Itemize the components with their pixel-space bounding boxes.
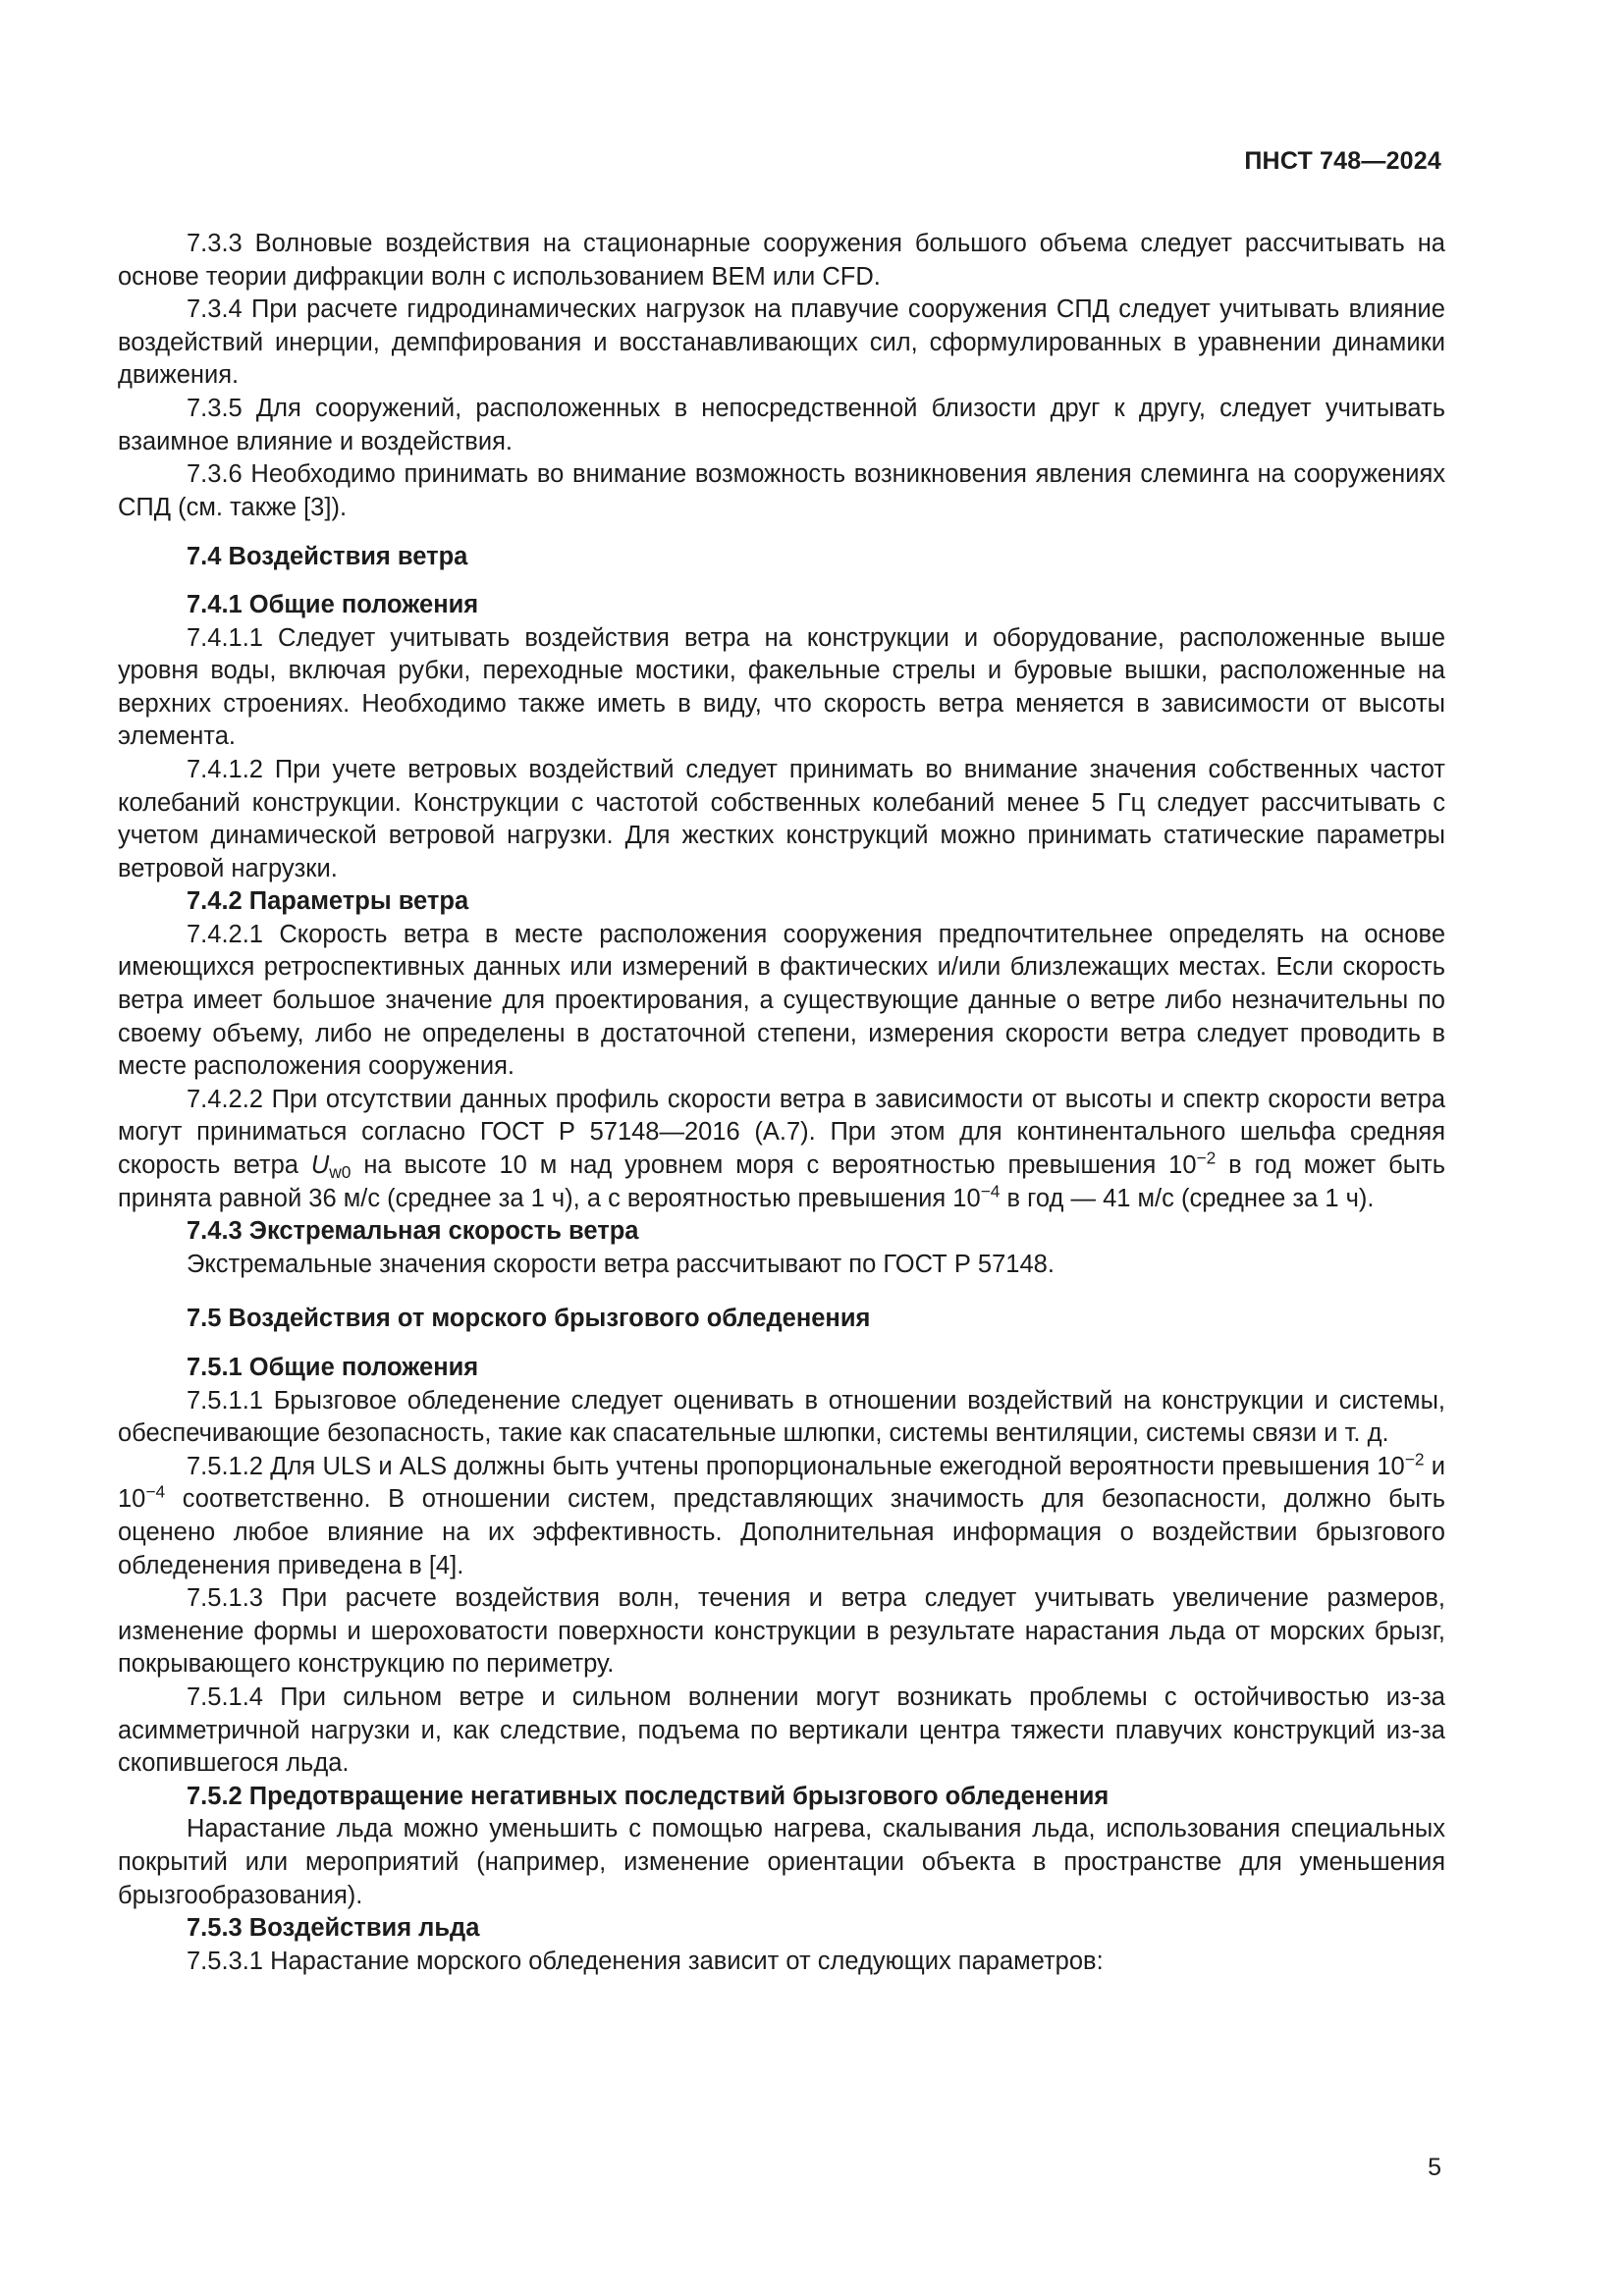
paragraph-7-4-2-2: [118, 1084, 1445, 1215]
section-heading-7-4: 7.4 Воздействия ветра: [187, 543, 468, 571]
paragraph-7-5-1-4: 7.5.1.4 При сильном ветре и сильном волнении могут возникать проблемы с остойчивостью из-за асимметричной нагрузки и, как следствие, подъема по вертикали центра тяжести плавучих конструкций из-за скопившегося льда.: [118, 1682, 1445, 1778]
text-run: соответственно. В отношении систем, представляющих значимость для безопасности, должно быть оценено любое влияние на их эффективность. Дополнительная информация о воздействии брызгового обледенения приведена в [4].: [118, 1485, 1445, 1579]
subsection-heading-7-5-1: 7.5.1 Общие положения: [187, 1354, 479, 1381]
text-run: 7.5.1.2 Для ULS и ALS должны быть учтены пропорциональные ежегодной вероятности превышения 10: [187, 1452, 1405, 1480]
subsection-heading-7-4-3: 7.4.3 Экстремальная скорость ветра: [187, 1217, 639, 1246]
exponent: −4: [980, 1181, 1001, 1201]
text-run: и 10: [118, 1452, 1445, 1514]
text-run: в год может быть принята равной 36 м/с (среднее за 1 ч), а с вероятностью превышения 10: [118, 1151, 1446, 1212]
section-heading-7-5: 7.5 Воздействия от морского брызгового обледенения: [187, 1305, 871, 1333]
exponent: −2: [1404, 1449, 1425, 1469]
subsection-heading-7-5-3: 7.5.3 Воздействия льда: [187, 1914, 480, 1943]
subsection-heading-7-4-1: 7.4.1 Общие положения: [187, 590, 479, 618]
paragraph-7-4-2-1: 7.4.2.1 Скорость ветра в месте расположения сооружения предпочтительнее определять на основе имеющихся ретроспективных данных или измерений в фактических и/или близлежащих местах. Если скорость ветра имеет большое значение для проектирования, а существующие данные о ветре либо незначительны по своему объему, либо не определены в достаточной степени, измерения скорости ветра следует проводить в месте расположения сооружения.: [118, 920, 1445, 1081]
paragraph-7-5-1-1: 7.5.1.1 Брызговое обледенение следует оценивать в отношении воздействий на конструкции и системы, обеспечивающие безопасность, такие как спасательные шлюпки, системы вентиляции, системы связи и т. д.: [118, 1386, 1445, 1448]
text-run: 7.4.2.2 При отсутствии данных профиль скорости ветра в зависимости от высоты и спектр скорости ветра могут приниматься согласно ГОСТ Р 57148—2016 (А.7). При этом для континентального шельфа средняя скорость ветра: [118, 1085, 1445, 1180]
paragraph-7-3-6: 7.3.6 Необходимо принимать во внимание возможность возникновения явления слеминга на сооружениях СПД (см. также [3]).: [118, 460, 1445, 521]
paragraph-7-4-3: Экстремальные значения скорости ветра рассчитывают по ГОСТ Р 57148.: [187, 1250, 1055, 1278]
paragraph-7-3-5: 7.3.5 Для сооружений, расположенных в непосредственной близости друг к другу, следует учитывать взаимное влияние и воздействия.: [118, 394, 1445, 455]
exponent: −4: [145, 1481, 166, 1502]
page-number: 5: [1428, 2154, 1441, 2181]
paragraph-7-3-4: 7.3.4 При расчете гидродинамических нагрузок на плавучие сооружения СПД следует учитывать влияние воздействий инерции, демпфирования и восстанавливающих сил, сформулированных в уравнении динамики движения.: [118, 295, 1445, 390]
exponent: −2: [1196, 1148, 1217, 1168]
text-run: в год — 41 м/с (среднее за 1 ч).: [1000, 1184, 1375, 1212]
paragraph-7-5-1-3: 7.5.1.3 При расчете воздействия волн, течения и ветра следует учитывать увеличение размеров, изменение формы и шероховатости поверхности конструкции в результате нарастания льда от морских брызг, покрывающего конструкцию по периметру.: [118, 1584, 1445, 1679]
paragraph-7-4-1-1: 7.4.1.1 Следует учитывать воздействия ветра на конструкции и оборудование, расположенные выше уровня воды, включая рубки, переходные мостики, факельные стрелы и буровые вышки, расположенные на верхних строениях. Необходимо также иметь в виду, что скорость ветра меняется в зависимости от высоты элемента.: [118, 623, 1445, 751]
wind-speed-subscript: w0: [329, 1162, 352, 1183]
paragraph-7-5-3-1: 7.5.3.1 Нарастание морского обледенения зависит от следующих параметров:: [187, 1947, 1104, 1975]
subsection-heading-7-5-2: 7.5.2 Предотвращение негативных последствий брызгового обледенения: [187, 1782, 1110, 1810]
document-id: ПНСТ 748—2024: [1244, 147, 1441, 175]
paragraph-7-5-1-2: [118, 1451, 1445, 1582]
paragraph-7-4-1-2: 7.4.1.2 При учете ветровых воздействий следует принимать во внимание значения собственных частот колебаний конструкции. Конструкции с частотой собственных колебаний менее 5 Гц следует рассчитывать с учетом динамической ветровой нагрузки. Для жестких конструкций можно принимать статические параметры ветровой нагрузки.: [118, 755, 1445, 882]
text-run: на высоте 10 м над уровнем моря с вероятностью превышения 10: [351, 1151, 1197, 1180]
subsection-heading-7-4-2: 7.4.2 Параметры ветра: [187, 887, 469, 916]
paragraph-7-5-2: Нарастание льда можно уменьшить с помощью нагрева, скалывания льда, использования специальных покрытий или мероприятий (например, изменение ориентации объекта в пространстве для уменьшения брызгообразования).: [118, 1815, 1445, 1909]
wind-speed-variable: U: [310, 1151, 330, 1180]
paragraph-7-3-3: 7.3.3 Волновые воздействия на стационарные сооружения большого объема следует рассчитывать на основе теории дифракции волн с использованием BEM или CFD.: [118, 230, 1445, 291]
document-body: [118, 228, 1445, 1978]
